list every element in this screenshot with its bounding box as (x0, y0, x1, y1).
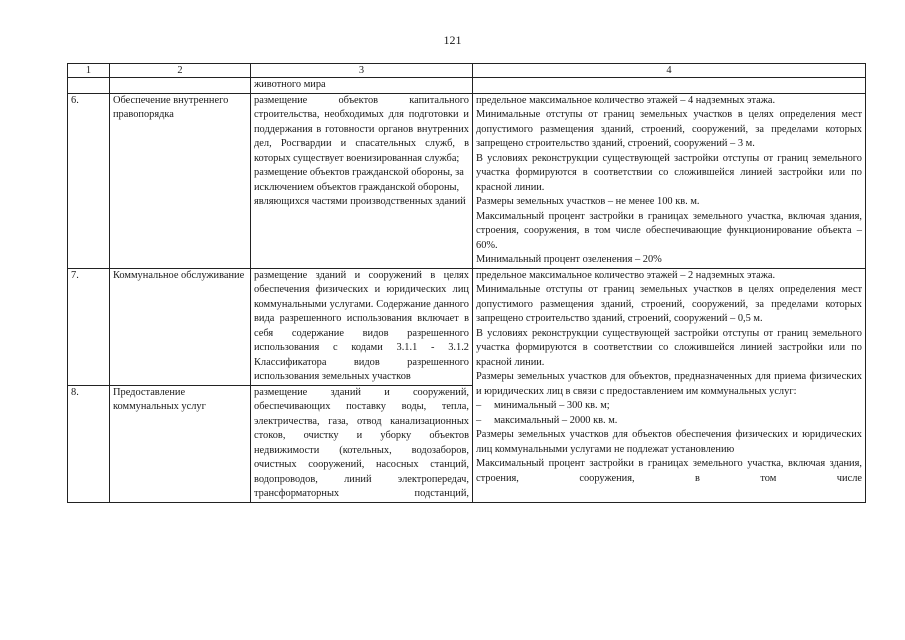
page-number: 121 (443, 33, 462, 47)
column-header-3: 3 (251, 64, 473, 78)
table-row (68, 93, 866, 268)
use-parameters (473, 268, 866, 502)
column-header-4: 4 (473, 64, 866, 78)
parameter-paragraph: В условиях реконструкции существующей застройки отступы от границ земельного участка формируются в соответствии со сложившейся линией застройки или по красной линии. (476, 327, 862, 368)
use-type-name: Предоставление коммунальных услуг (110, 385, 251, 502)
column-number-row (68, 64, 866, 78)
list-item: – максимальный – 2000 кв. м. (476, 414, 618, 426)
parameter-paragraph: Размеры земельных участков – не менее 100 кв. м. (476, 196, 700, 207)
parameter-paragraph: предельное максимальное количество этажей – 4 надземных этажа. (476, 94, 776, 106)
parameter-paragraph: Размеры земельных участков для объектов, предназначенных для приема физических и юридических лиц в связи с предоставлением им коммунальных услуг: (476, 371, 862, 397)
parameter-paragraph: Минимальные отступы от границ земельных участков в целях определения мест допустимого размещения зданий, строений, сооружений, за пределами которых запрещено строительство зданий, строений, сооружений – 0,5 м. (476, 284, 862, 324)
use-parameters (473, 93, 866, 268)
column-header-2: 2 (110, 64, 251, 78)
continuation-text: животного мира (251, 78, 473, 94)
table-row (68, 268, 866, 385)
row-number: 7. (68, 268, 110, 385)
land-use-table (67, 63, 866, 503)
row-number: 8. (68, 385, 110, 502)
parameter-paragraph: Максимальный процент застройки в границах земельного участка, включая здания, строения, сооружения, в том числе обеспечивающие функционирование объекта – 60%. (476, 210, 862, 251)
description-paragraph: размещение зданий и сооружений в целях обеспечения физических и юридических лиц коммунальными услугами. Содержание данного вида разрешенного использования включает в себя содержание видов разрешенного использования с кодами 3.1.1 - 3.1.2 Классификатора видов разрешенного использования земельных участков (254, 269, 469, 382)
description-paragraph: размещение объектов гражданской обороны, за исключением объектов гражданской обороны, являющихся частями производственных зданий (254, 167, 466, 207)
parameter-paragraph: Размеры земельных участков для объектов обеспечения физических и юридических лиц коммунальными услугами не подлежат установлению (476, 429, 862, 455)
list-item: – минимальный – 300 кв. м; (476, 400, 610, 411)
row-number: 6. (68, 93, 110, 268)
use-description (251, 93, 473, 268)
use-type-name: Обеспечение внутреннего правопорядка (110, 93, 251, 268)
use-type-name: Коммунальное обслуживание (110, 268, 251, 385)
use-description (251, 385, 473, 502)
continuation-row (68, 78, 866, 94)
description-paragraph: размещение зданий и сооружений, обеспечивающих поставку воды, тепла, электричества, газа, отвод канализационных стоков, очистку и уборку объектов недвижимости (котельных, водозаборов, очистных сооружений, насосных станций, водопроводов, линий электропередач, трансформаторных подстанций, (254, 386, 469, 499)
description-paragraph: размещение объектов капитального строительства, необходимых для подготовки и поддержания в готовности органов внутренних дел, Росгвардии и спасательных служб, в которых существует военизированная служба; (254, 94, 469, 164)
parameter-paragraph: Максимальный процент застройки в границах земельного участка, включая здания, строения, сооружения, в том числе (476, 458, 862, 484)
parameter-paragraph: Минимальный процент озеленения – 20% (476, 254, 662, 265)
parameter-paragraph: предельное максимальное количество этажей – 2 надземных этажа. (476, 269, 776, 281)
column-header-1: 1 (68, 64, 110, 78)
use-description (251, 268, 473, 385)
parameter-paragraph: В условиях реконструкции существующей застройки отступы от границ земельного участка формируются в соответствии со сложившейся линией застройки или по красной линии. (476, 152, 862, 193)
parameter-paragraph: Минимальные отступы от границ земельных участков в целях определения мест допустимого размещения зданий, строений, сооружений, за пределами которых запрещено строительство зданий, строений, сооружений – 3 м. (476, 109, 862, 149)
